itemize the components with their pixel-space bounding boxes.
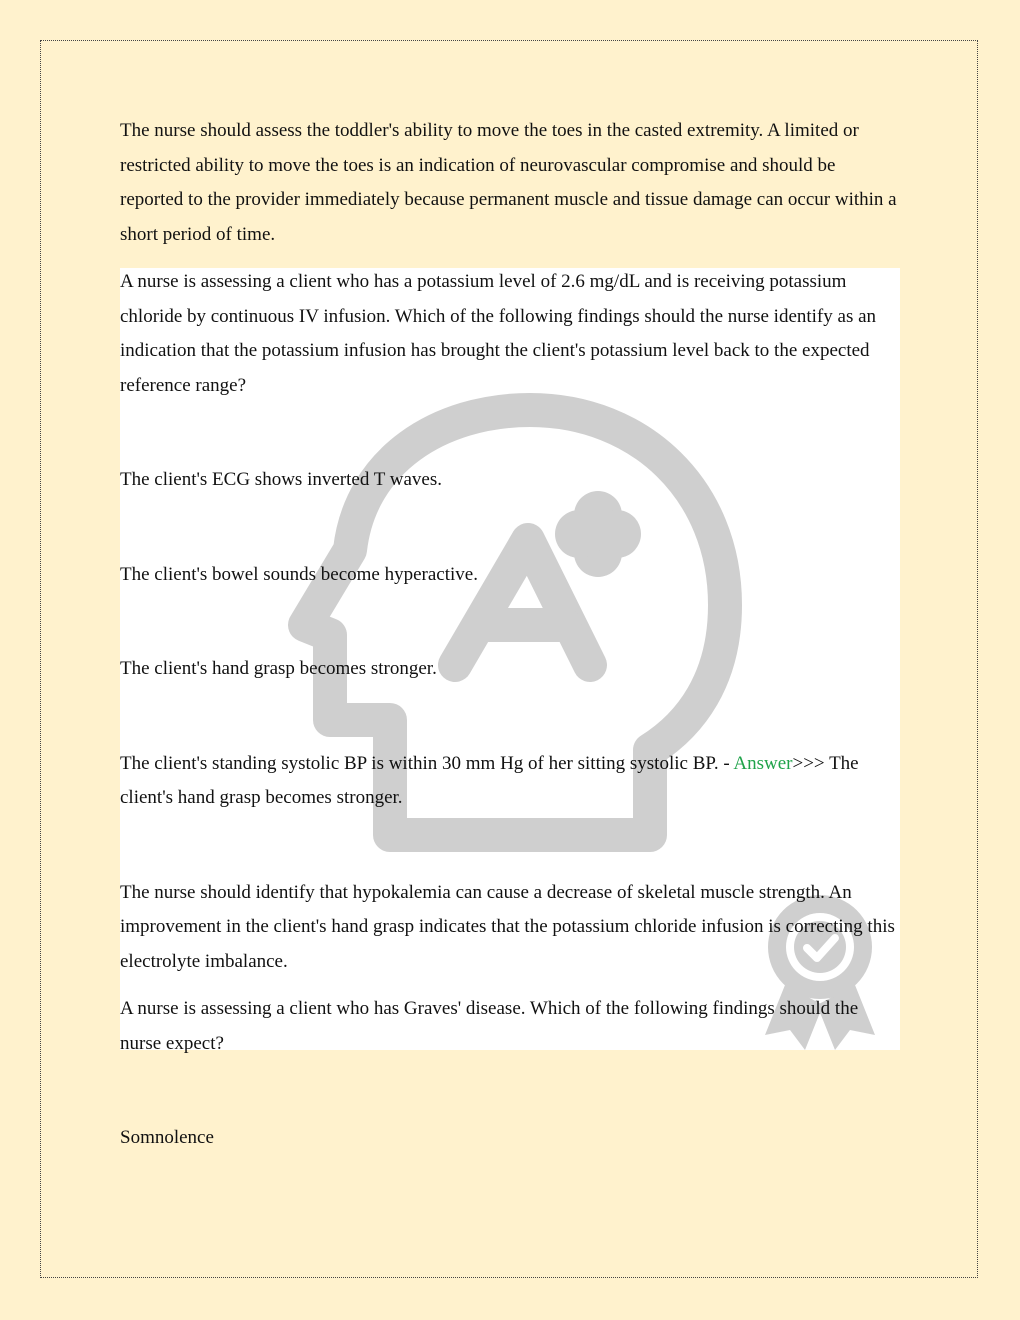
answer-label: Answer <box>733 752 793 774</box>
answer-text: The client's hand grasp becomes stronger. <box>120 752 859 808</box>
rationale-paragraph: The nurse should assess the toddler's ability to move the toes in the casted extremity. A limited or restricted ability to move the toes is an indication of neurovascular compromise and should be reported to the provider immediately because permanent muscle and tissue damage can occur within a short period of time. <box>120 120 897 245</box>
option-1: The client's ECG shows inverted T waves. <box>120 469 442 490</box>
option-3: The client's hand grasp becomes stronger. <box>120 658 437 679</box>
option-4-with-answer <box>120 747 900 816</box>
option-4: The client's standing systolic BP is within 30 mm Hg of her sitting systolic BP. <box>120 752 719 774</box>
document-content <box>120 114 900 1156</box>
answer-rationale: The nurse should identify that hypokalemia can cause a decrease of skeletal muscle strength. An improvement in the client's hand grasp indicates that the potassium chloride infusion is correcting this electrolyte imbalance. <box>120 881 895 972</box>
answer-arrows: >>> <box>792 752 825 774</box>
option-1: Somnolence <box>120 1127 214 1148</box>
option-2: The client's bowel sounds become hyperactive. <box>120 563 478 585</box>
answer-separator: - <box>718 752 734 774</box>
question-stem: A nurse is assessing a client who has a potassium level of 2.6 mg/dL and is receiving potassium chloride by continuous IV infusion. Which of the following findings should the nurse identify as an indication that the potassium infusion has brought the client's potassium level back to the expected reference range? <box>120 271 877 396</box>
question-stem: A nurse is assessing a client who has Graves' disease. Which of the following findings should the nurse expect? <box>120 998 859 1054</box>
